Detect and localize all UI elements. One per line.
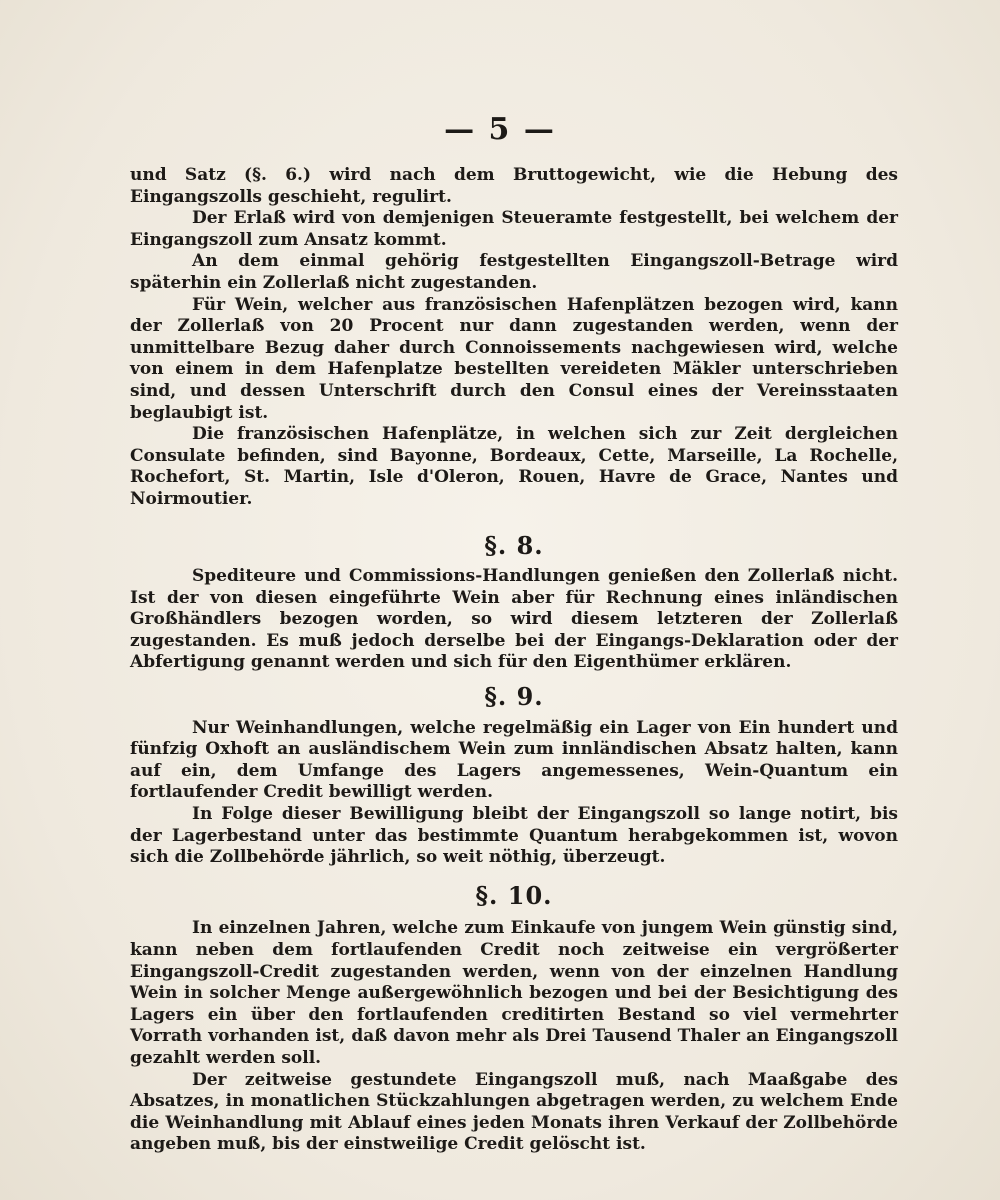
page-number: — 5 —: [444, 112, 556, 147]
paragraph: In Folge dieser Bewilligung bleibt der Eingangszoll so lange notirt, bis der Lagerbestand unter das bestimmte Quantum herabgekommen ist, wovon sich die Zollbehörde jährlich, so weit nöthig, überzeugt.: [130, 804, 898, 868]
paragraph: und Satz (§. 6.) wird nach dem Bruttogewicht, wie die Hebung des Eingangszolls geschieht, regulirt.: [130, 165, 898, 207]
paragraph: In einzelnen Jahren, welche zum Einkaufe von jungem Wein günstig sind, kann neben dem fortlaufenden Credit noch zeitweise ein vergrößerter Eingangszoll-Credit zugestanden werden, wenn von der einzelnen Handlung Wein in solcher Menge außergewöhnlich bezogen und bei der Besichtigung des Lagers ein über den fortlaufenden creditirten Bestand so viel vermehrter Vorrath vorhanden ist, daß davon mehr als Drei Tausend Thaler an Eingangszoll gezahlt werden soll.: [130, 918, 898, 1068]
body-text: [130, 165, 898, 1156]
section-heading-9: §. 9.: [484, 682, 544, 712]
paragraph: Spediteure und Commissions-Handlungen genießen den Zollerlaß nicht. Ist der von diesen eingeführte Wein aber für Rechnung eines inländischen Großhändlers bezogen worden, so wird diesem letzteren der Zollerlaß zugestanden. Es muß jedoch derselbe bei der Eingangs-Deklaration oder der Abfertigung genannt werden und sich für den Eigenthümer erklären.: [130, 566, 898, 673]
paragraph: Die französischen Hafenplätze, in welchen sich zur Zeit dergleichen Consulate befinden, sind Bayonne, Bordeaux, Cette, Marseille, La Rochelle, Rochefort, St. Martin, Isle d'Oleron, Rouen, Havre de Grace, Nantes und Noirmoutier.: [130, 424, 898, 509]
section-heading-10: §. 10.: [475, 880, 553, 910]
paragraph: Für Wein, welcher aus französischen Hafenplätzen bezogen wird, kann der Zollerlaß von 20 Procent nur dann zugestanden werden, wenn der unmittelbare Bezug daher durch Connoissements nachgewiesen wird, welche von einem in dem Hafenplatze bestellten vereideten Mäkler unterschrieben sind, und dessen Unterschrift durch den Consul eines der Vereinsstaaten beglaubigt ist.: [130, 294, 898, 423]
paragraph: Nur Weinhandlungen, welche regelmäßig ein Lager von Ein hundert und fünfzig Oxhoft an ausländischem Wein zum innländischen Absatz halten, kann auf ein, dem Umfange des Lagers angemessenes, Wein-Quantum ein fortlaufender Credit bewilligt werden.: [130, 717, 898, 803]
paragraph: Der zeitweise gestundete Eingangszoll muß, nach Maaßgabe des Absatzes, in monatlichen Stückzahlungen abgetragen werden, zu welchem Ende die Weinhandlung mit Ablauf eines jeden Monats ihren Verkauf der Zollbehörde angeben muß, bis der einstweilige Credit gelöscht ist.: [130, 1069, 898, 1155]
paragraph: An dem einmal gehörig festgestellten Eingangszoll-Betrage wird späterhin ein Zollerlaß nicht zugestanden.: [130, 251, 898, 293]
paragraph: Der Erlaß wird von demjenigen Steueramte festgestellt, bei welchem der Eingangszoll zum Ansatz kommt.: [130, 208, 898, 250]
section-heading-8: §. 8.: [484, 530, 544, 560]
